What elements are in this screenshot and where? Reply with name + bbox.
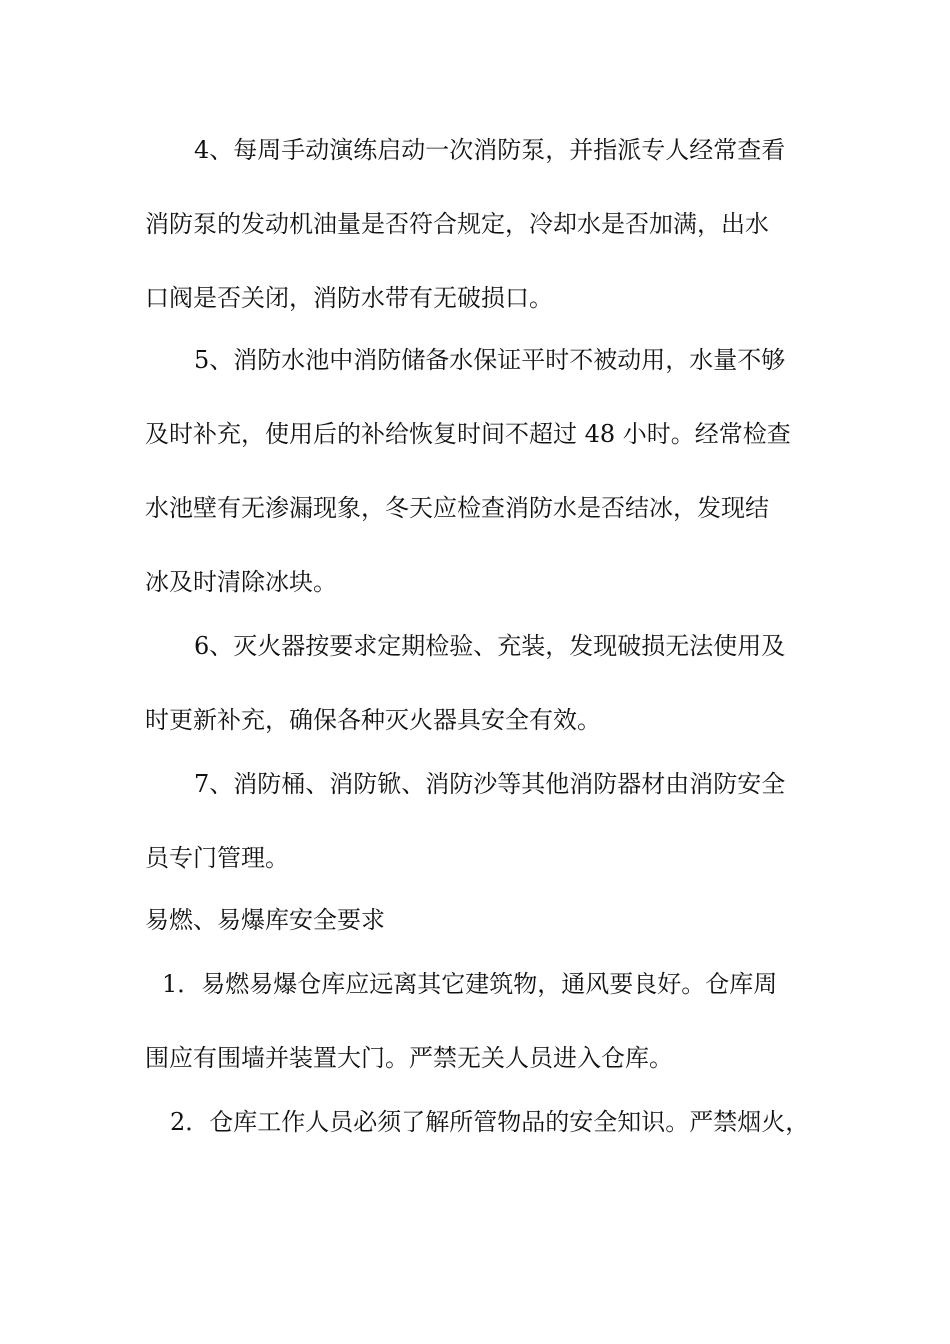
item7-line2: 员专门管理。 xyxy=(145,844,289,872)
section-heading: 易燃、易爆库安全要求 xyxy=(145,906,385,934)
item5-line1: 5、消防水池中消防储备水保证平时不被动用，水量不够 xyxy=(194,346,786,374)
flammable-item1-line1: 1．易燃易爆仓库应远离其它建筑物，通风要良好。仓库周 xyxy=(162,970,778,998)
item7-line1: 7、消防桶、消防锨、消防沙等其他消防器材由消防安全 xyxy=(194,770,786,798)
item4-line1: 4、每周手动演练启动一次消防泵，并指派专人经常查看 xyxy=(194,136,786,164)
flammable-item2-line1: 2．仓库工作人员必须了解所管物品的安全知识。严禁烟火， xyxy=(170,1108,810,1136)
item5-line3: 水池壁有无渗漏现象，冬天应检查消防水是否结冰，发现结 xyxy=(145,494,769,522)
item5-line2: 及时补充，使用后的补给恢复时间不超过 48 小时。经常检查 xyxy=(145,420,791,448)
item6-line2: 时更新补充，确保各种灭火器具安全有效。 xyxy=(145,706,601,734)
item6-line1: 6、灭火器按要求定期检验、充装，发现破损无法使用及 xyxy=(194,632,786,660)
item5-line4: 冰及时清除冰块。 xyxy=(145,568,337,596)
flammable-item1-line2: 围应有围墙并装置大门。严禁无关人员进入仓库。 xyxy=(145,1044,673,1072)
item4-line3: 口阀是否关闭，消防水带有无破损口。 xyxy=(145,284,553,312)
item4-line2: 消防泵的发动机油量是否符合规定，冷却水是否加满，出水 xyxy=(145,210,769,238)
